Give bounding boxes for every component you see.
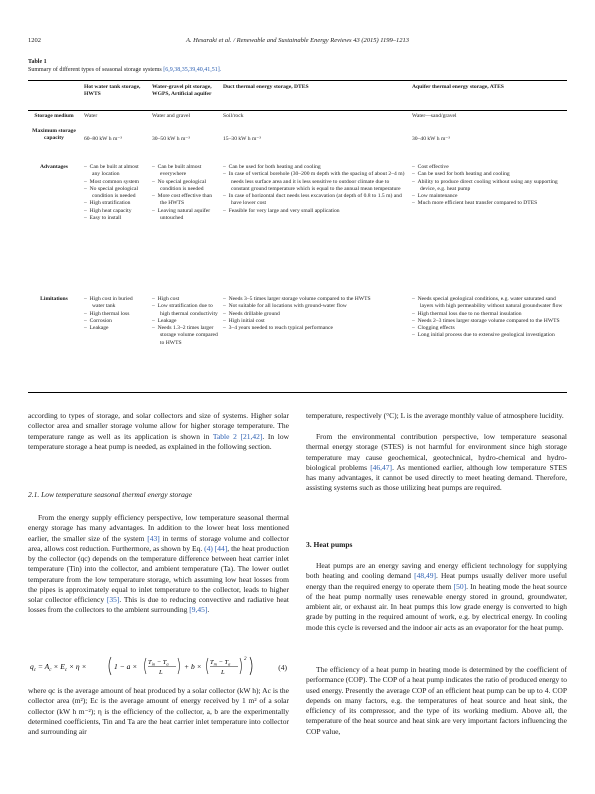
list-item: – Leaving natural aquifer untouched bbox=[152, 208, 218, 223]
list-item: – High thermal loss due to no thermal insulation bbox=[412, 311, 564, 318]
ref-link[interactable]: (4) [44] bbox=[204, 543, 228, 553]
table-cell-list bbox=[84, 164, 146, 222]
list-item: – High thermal loss bbox=[84, 311, 146, 318]
equation-4 bbox=[28, 654, 289, 678]
list-item: – Low maintenance bbox=[412, 193, 564, 200]
svg-text:Tin − Ta: $T_{in} - T_a$ bbox=[148, 659, 169, 667]
table-cell-list bbox=[412, 164, 564, 208]
table-cell: Water—sand/gravel bbox=[412, 113, 457, 119]
list-item: – Needs special geological conditions, e.g. water saturated sand layers with high permeability without natural groundwater flow bbox=[412, 296, 564, 311]
list-item: – In case of vertical borehole (30–200 m depth with the spacing of about 2–4 m) needs less surface area and it is less sensitive to outdoor climate due to constant ground temperature which is equal to the annual mean temperature bbox=[223, 171, 405, 193]
list-item: – Leakage bbox=[152, 318, 218, 325]
svg-text:1 − a ×: 1 − a × bbox=[114, 662, 138, 671]
list-item: – Not suitable for all locations with ground-water flow bbox=[223, 303, 405, 310]
list-item: – High initial cost bbox=[223, 318, 405, 325]
ref-link[interactable]: [48,49] bbox=[414, 571, 436, 581]
table-cell-list bbox=[152, 164, 218, 222]
list-item: – No special geological condition is needed bbox=[152, 179, 218, 194]
list-item: – More cost effective than the HWTS bbox=[152, 193, 218, 208]
svg-text:qc = Ac × Ec × η ×: $q_c = A_c \times E_c \times \eta$ × bbox=[30, 662, 87, 673]
left-paragraph-1: according to types of storage, and solar collectors and size of systems. Higher solar collector area and smaller storage volume allow for higher storage temperature. The temperature range as well as its application is shown in Table 2 [21,42]. In low temperature storage a heat pump is needed, as explained in the following section. bbox=[28, 411, 289, 451]
ref-link[interactable]: [35] bbox=[106, 595, 120, 604]
row-label-max-capacity: Maximum storage capacity bbox=[32, 128, 76, 142]
table-bottom-rule bbox=[28, 392, 567, 393]
list-item: – High cost in buried water tank bbox=[84, 296, 146, 311]
list-item: – Clogging effects bbox=[412, 325, 564, 332]
svg-text:L: L bbox=[221, 669, 225, 676]
table-col-header: Water-gravel pit storage, WGPS, Artificial aquifer bbox=[152, 84, 212, 98]
section-heading-2-1: 2.1. Low temperature seasonal thermal energy storage bbox=[28, 490, 193, 499]
svg-text:2: 2 bbox=[244, 657, 247, 662]
list-item: – Ability to produce direct cooling without using any supporting device, e.g. heat pump bbox=[412, 179, 564, 194]
row-label-advantages: Advantages bbox=[40, 164, 68, 170]
table-cell: 60–80 kW h m⁻³ bbox=[84, 136, 122, 142]
table-col-header: Hot water tank storage, HWTS bbox=[84, 84, 141, 98]
list-item: – Low stratification due to high thermal conductivity bbox=[152, 303, 218, 318]
table-cell: Water bbox=[84, 113, 98, 119]
ref-link[interactable]: Table 2 [21,42] bbox=[212, 431, 263, 441]
page-header bbox=[28, 37, 567, 49]
table-col-header: Duct thermal energy storage, DTES bbox=[223, 84, 309, 90]
list-item: – Needs 2–3 times larger storage volume compared to the HWTS bbox=[412, 318, 564, 325]
list-item: – High stratification bbox=[84, 200, 146, 207]
table-cell: Soil/rock bbox=[223, 113, 244, 119]
list-item: – Needs drillable ground bbox=[223, 311, 405, 318]
row-label-storage-medium: Storage medium bbox=[34, 113, 74, 119]
list-item: – No special geological condition is needed bbox=[84, 186, 146, 201]
list-item: – In case of horizontal duct needs less excavation (at depth of 0.8 to 1.5 m) and have lower cost bbox=[223, 193, 405, 208]
right-paragraph-1: temperature, respectively (°C); L is the average monthly value of atmosphere lucidity. bbox=[306, 411, 564, 420]
table-caption-refs[interactable]: [6,9,38,35,39,40,41,51]. bbox=[163, 67, 222, 73]
table-top-rule bbox=[28, 80, 567, 81]
list-item: – Corrosion bbox=[84, 318, 146, 325]
table-cell-list bbox=[223, 164, 405, 215]
page-number: 1202 bbox=[28, 37, 41, 44]
table-cell-list bbox=[84, 296, 146, 332]
list-item: – Can be built at almost any location bbox=[84, 164, 146, 179]
left-paragraph-3: where qc is the average amount of heat produced by a solar collector (kW h); Ac is the collector area (m²); Ec is the average amount of energy received by 1 m² of a solar collector (kW h m⁻²); η is the efficiency of the collector, a, b are the experimentally determined coefficients, Tin and Ta are the heat carrier inlet temperature into collector and surrounding air bbox=[28, 686, 289, 736]
list-item: – Most common system bbox=[84, 179, 146, 186]
list-item: – High heat capacity bbox=[84, 208, 146, 215]
list-item: – Feasible for very large and very small application bbox=[223, 208, 405, 215]
list-item: – Long initial process due to extensive geological investigation bbox=[412, 332, 564, 339]
list-item: – 3–4 years needed to reach typical performance bbox=[223, 325, 405, 332]
right-paragraph-2: From the environmental contribution perspective, low temperature seasonal thermal energy storage (STES) is not harmful for environment since high storage temperature may cause geochemical, geotechnical, hydro-chemical and hydro-biological problems [46,47]. As mentioned earlier, although low temperature STES has many advantages, it cannot be used directly to meet heating demand. Therefore, assisting systems such as those utilizing heat pumps are required. bbox=[306, 432, 568, 493]
list-item: – Needs 3–5 times larger storage volume compared to the HWTS bbox=[223, 296, 405, 303]
ref-link[interactable]: [50] bbox=[453, 581, 467, 591]
right-paragraph-3: Heat pumps are an energy saving and energy efficient technology for supplying both heating and cooling demand [48,49]. Heat pumps usually deliver more useful energy than the required energy to operate them [50]. In heating mode the heat source of the heat pump normally uses renewable energy stored in ground, groundwater, ambient air, or exhaust air. In heat pumps this low grade energy is converted to high grade by putting in the required amount of work, e.g. by electrical energy. In cooling mode this cycle is reversed and the indoor air acts as an evaporator for the heat pump. bbox=[306, 561, 567, 632]
ref-link[interactable]: [9,45] bbox=[189, 605, 208, 615]
table-cell: 15–30 kW h m⁻³ bbox=[223, 136, 261, 142]
table-cell: 30–40 kW h m⁻³ bbox=[412, 136, 450, 142]
table-cell: Water and gravel bbox=[152, 113, 191, 119]
table-caption-text: Summary of different types of seasonal storage systems bbox=[28, 67, 164, 73]
ref-link[interactable]: [46,47] bbox=[370, 462, 393, 472]
list-item: – Much more efficient heat transfer compared to DTES bbox=[412, 200, 564, 207]
running-title: A. Hesaraki et al. / Renewable and Sustainable Energy Reviews 43 (2015) 1199–1213 bbox=[185, 37, 410, 44]
ref-link[interactable]: [43] bbox=[147, 533, 160, 543]
table-cell-list bbox=[223, 296, 405, 332]
row-label-limitations: Limitations bbox=[40, 296, 68, 302]
equation-number: (4) bbox=[278, 663, 287, 672]
left-paragraph-2: From the energy supply efficiency perspective, low temperature seasonal thermal energy storage has many advantages. In addition to the lower heat loss mentioned earlier, the smaller size of the system [43] in terms of storage volume and collector area, allows cost reduction. Furthermore, as shown by Eq. (4) [44], the heat production by the collector (qc) depends on the temperature difference between heat carrier inlet temperature (Tin) into the collector, and ambient temperature (Ta). The lower outlet temperature from the low temperature storage, which assuming low heat losses from the pipes is approximately equal to inlet temperature to the collector, leads to higher solar collector efficiency [35]. This is due to reducing convective and radiative heat losses from the collectors to the ambient surrounding [9,45]. bbox=[28, 513, 289, 615]
list-item: – Cost effective bbox=[412, 164, 564, 171]
table-cell-list bbox=[412, 296, 564, 340]
table-cell-list bbox=[152, 296, 218, 347]
list-item: – Can be used for both heating and cooling bbox=[412, 171, 564, 178]
table-label: Table 1 bbox=[28, 59, 47, 65]
svg-text:L: L bbox=[159, 669, 163, 676]
list-item: – Needs 1.3–2 times larger storage volume compared to HWTS bbox=[152, 325, 218, 347]
list-item: – Easy to install bbox=[84, 215, 146, 222]
right-paragraph-4: The efficiency of a heat pump in heating mode is determined by the coefficient of performance (COP). The COP of a heat pump indicates the ratio of produced energy to used energy. Presently the average COP of an efficient heat pump can be up to 4. COP depends on many factors, e.g. the temperatures of heat source and heat sink, the efficiency of its compressor, and the type of its working medium. Above all, the temperature of the heat source and heat sink are very important factors influencing the COP value, bbox=[306, 665, 567, 736]
table-cell: 30–50 kW h m⁻³ bbox=[152, 136, 190, 142]
svg-text:+ b ×: + b × bbox=[184, 662, 202, 671]
list-item: – High cost bbox=[152, 296, 218, 303]
svg-text:Tm − Ta: $T_m - T_a$ bbox=[210, 659, 231, 667]
list-item: – Can be built almost everywhere bbox=[152, 164, 218, 179]
list-item: – Can be used for both heating and cooling bbox=[223, 164, 405, 171]
table-col-header: Aquifer thermal energy storage, ATES bbox=[412, 84, 504, 90]
list-item: – Leakage bbox=[84, 325, 146, 332]
section-heading-3: 3. Heat pumps bbox=[306, 540, 353, 549]
table-header-rule bbox=[28, 110, 567, 111]
table-caption bbox=[28, 58, 568, 74]
